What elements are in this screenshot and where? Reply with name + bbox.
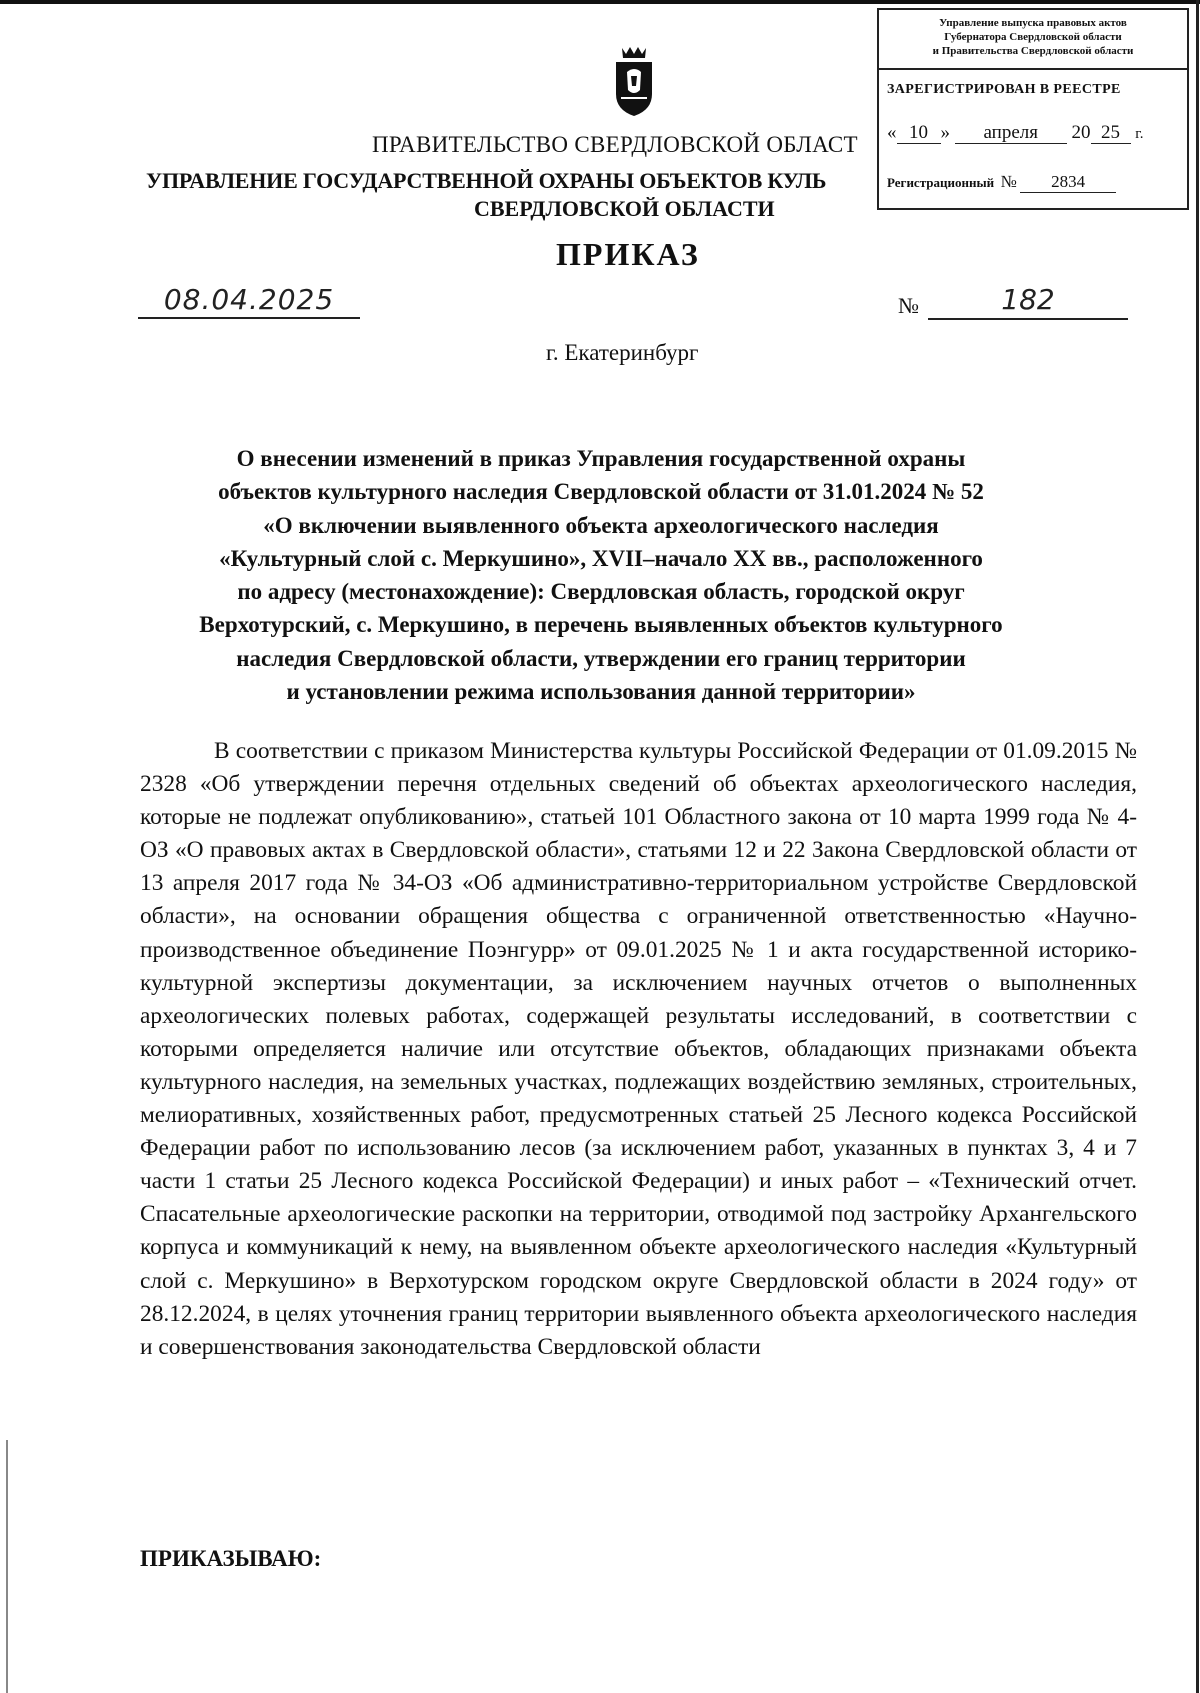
registration-title: ЗАРЕГИСТРИРОВАН В РЕЕСТРЕ bbox=[887, 82, 1121, 97]
city: г. Екатеринбург bbox=[546, 340, 699, 365]
stamp-divider bbox=[879, 68, 1187, 70]
scan-right-border bbox=[1196, 0, 1199, 1693]
registration-number: 2834 bbox=[1020, 172, 1116, 193]
scan-top-border bbox=[0, 0, 1200, 4]
orders-heading: ПРИКАЗЫВАЮ: bbox=[140, 1546, 322, 1571]
registration-month: апреля bbox=[955, 123, 1067, 144]
order-date: 08.04.2025 bbox=[138, 283, 360, 319]
registration-stamp bbox=[877, 8, 1189, 210]
coat-of-arms-icon bbox=[612, 44, 656, 118]
order-number: 182 bbox=[928, 282, 1128, 320]
department-name-line1: УПРАВЛЕНИЕ ГОСУДАРСТВЕННОЙ ОХРАНЫ ОБЪЕКТОВ КУЛЬ bbox=[146, 168, 827, 193]
document-title: ПРИКАЗ bbox=[556, 236, 700, 272]
registration-date: « 10 » апреля 20 25 г. bbox=[887, 122, 1144, 143]
government-name: ПРАВИТЕЛЬСТВО СВЕРДЛОВСКОЙ ОБЛАСТ bbox=[372, 132, 858, 157]
registration-number-row: Регистрационный № 2834 bbox=[887, 172, 1116, 193]
scan-left-edge bbox=[6, 1440, 8, 1693]
order-number-label: № bbox=[898, 293, 919, 318]
registration-year: 25 bbox=[1091, 123, 1131, 144]
order-subject: О внесении изменений в приказ Управления государственной охраны объектов культурного наследия Свердловской области от 31.01.2024 № 52 «О включении выявленного объекта археологического наследия «Культурный слой с. Меркушино», XVII–начало XX вв., расположенного по адресу (местонахождение): Свердловская область, городской округ Верхотурский, с. Меркушино, в перечень выявленных объектов культурного наследия Свердловской области, утверждении его границ территории и установлении режима использования данной территории» bbox=[199, 446, 1003, 705]
preamble-paragraph: В соответствии с приказом Министерства культуры Российской Федерации от 01.09.2015 № 2328 «Об утверждении перечня отдельных сведений об объектах археологического наследия, которые не подлежат опубликованию», статьей 101 Областного закона от 10 марта 1999 года № 4-ОЗ «О правовых актах в Свердловской области», статьями 12 и 22 Закона Свердловской области от 13 апреля 2017 года № 34-ОЗ «Об административно-территориальном устройстве Свердловской области», на основании обращения общества с ограниченной ответственностью «Научно-производственное объединение Поэнгурр» от 09.01.2025 № 1 и акта государственной историко-культурной экспертизы документации, за исключением научных отчетов о выполненных археологических полевых работах, содержащей результаты исследований, в соответствии с которыми определяется наличие или отсутствие объектов, обладающих признаками объекта культурного наследия, на земельных участках, подлежащих воздействию земляных, строительных, мелиоративных, хозяйственных работ, предусмотренных статьей 25 Лесного кодекса Российской Федерации работ по использованию лесов (за исключением работ, указанных в пунктах 3, 4 и 7 части 1 статьи 25 Лесного кодекса Российской Федерации) и иных работ – «Технический отчет. Спасательные археологические раскопки на территории, отводимой под застройку Архангельского корпуса и коммуникаций к нему, на выявленном объекте археологического наследия «Культурный слой с. Меркушино» в Верхотурском городском округе Свердловской области в 2024 году» от 28.12.2024, в целях уточнения границ территории выявленного объекта археологического наследия и совершенствования законодательства Свердловской области bbox=[140, 738, 1137, 1360]
department-name-line2: СВЕРДЛОВСКОЙ ОБЛАСТИ bbox=[474, 196, 775, 221]
registration-day: 10 bbox=[897, 123, 941, 144]
registration-office: Управление выпуска правовых актов Губернатора Свердловской области и Правительства Свердловской области bbox=[932, 17, 1134, 57]
